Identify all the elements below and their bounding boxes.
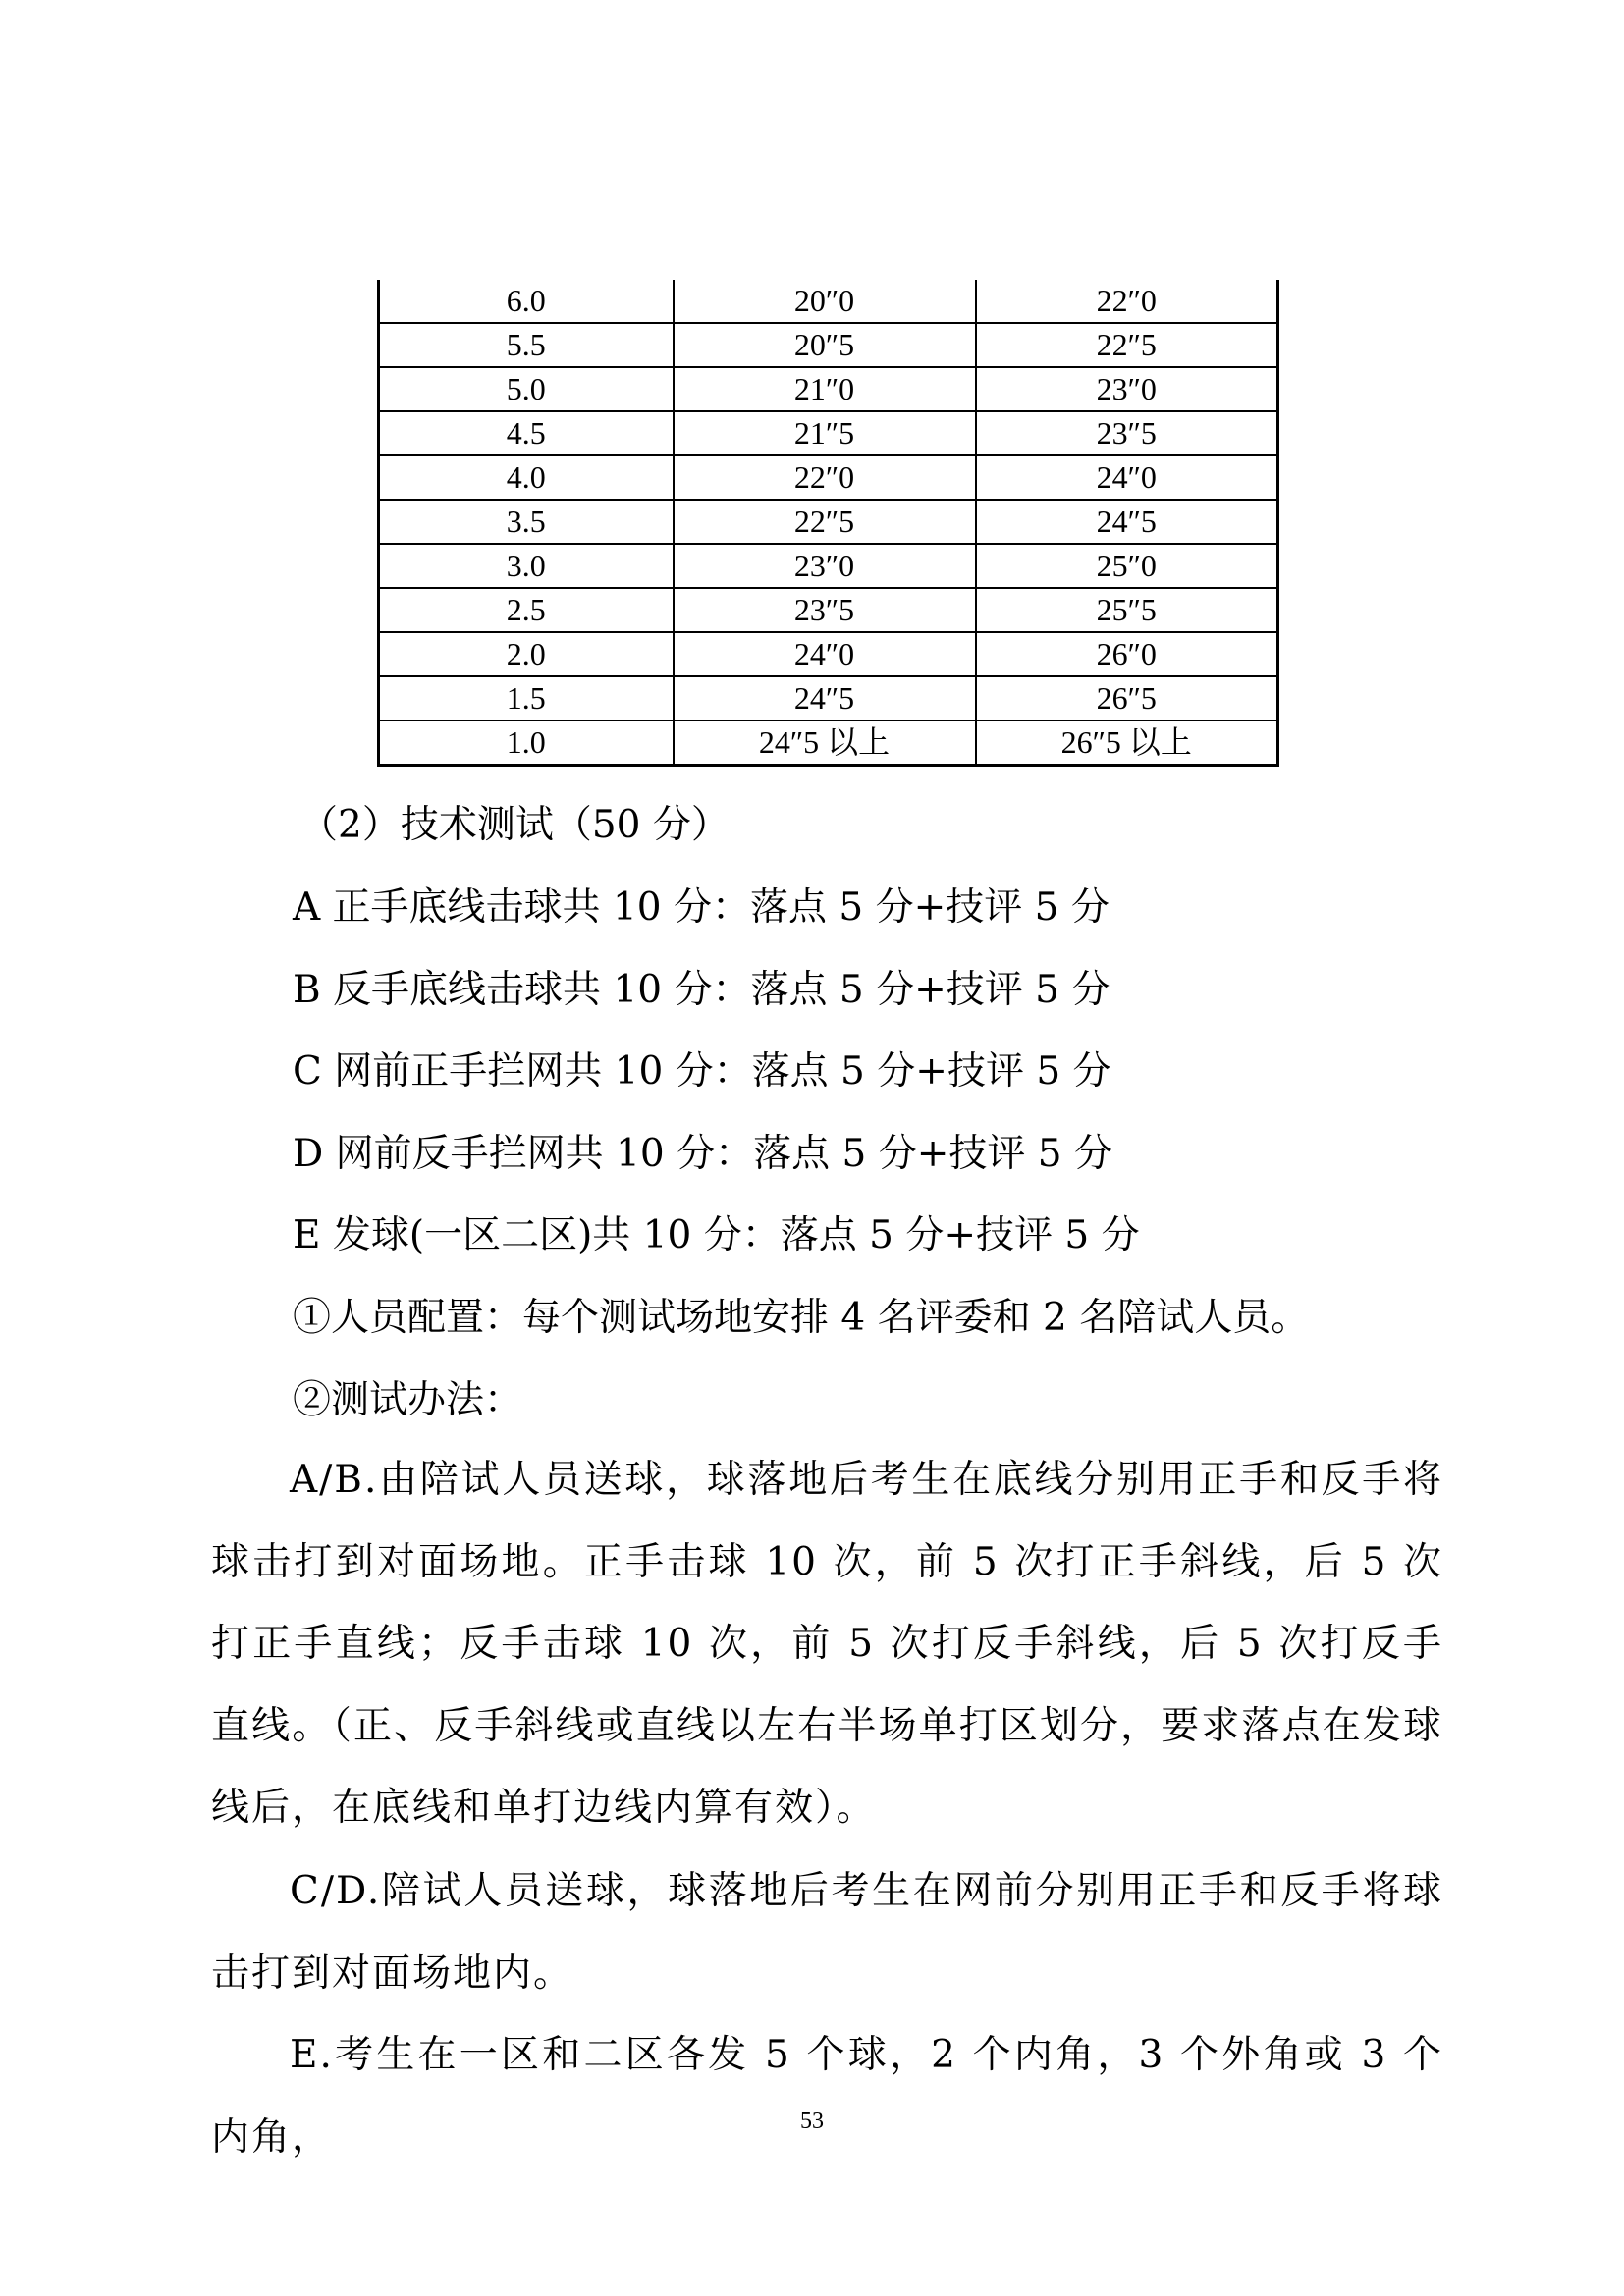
score-table [377,280,1279,767]
item-backhand-baseline: B 反手底线击球共 10 分：落点 5 分+技评 5 分 [293,968,1110,1012]
table-row [379,676,1278,721]
table-cell: 5.0 [379,367,674,411]
table-cell: 1.0 [379,721,674,766]
table-cell: 25″5 [976,588,1278,632]
table-cell: 4.0 [379,455,674,500]
table-row [379,544,1278,588]
table-cell: 24″0 [674,632,976,676]
item-serve: E 发球(一区二区)共 10 分：落点 5 分+技评 5 分 [293,1213,1140,1257]
table-row [379,455,1278,500]
table-cell: 3.0 [379,544,674,588]
paragraph-e: E.考生在一区和二区各发 5 个球，2 个内角，3 个外角或 3 个内角， [211,2033,1443,2160]
table-row [379,367,1278,411]
table-row [379,588,1278,632]
table-cell: 22″5 [674,500,976,544]
table-cell: 20″5 [674,323,976,367]
staffing-text: ①人员配置：每个测试场地安排 4 名评委和 2 名陪试人员。 [293,1296,1310,1340]
table-cell: 6.0 [379,280,674,323]
table-cell: 22″0 [976,280,1278,323]
paragraph-cd: C/D.陪试人员送球，球落地后考生在网前分别用正手和反手将球击打到对面场地内。 [211,1869,1443,1996]
paragraph-ab: A/B.由陪试人员送球，球落地后考生在底线分别用正手和反手将球击打到对面场地。正手击球 10 次，前 5 次打正手斜线，后 5 次打正手直线；反手击球 10 次，前 5 次打反手斜线，后 5 次打反手直线。（正、反手斜线或直线以左右半场单打区划分，要求落点在发球线后，在底线和单打边线内算有效）。 [211,1458,1443,1830]
table-cell: 5.5 [379,323,674,367]
table-cell: 22″5 [976,323,1278,367]
table-cell: 2.0 [379,632,674,676]
table-cell: 21″5 [674,411,976,455]
table-cell: 2.5 [379,588,674,632]
table-cell: 25″0 [976,544,1278,588]
table-cell: 3.5 [379,500,674,544]
table-cell: 22″0 [674,455,976,500]
item-backhand-net: D 网前反手拦网共 10 分：落点 5 分+技评 5 分 [293,1132,1112,1176]
item-forehand-net: C 网前正手拦网共 10 分：落点 5 分+技评 5 分 [293,1049,1111,1094]
table-row [379,632,1278,676]
item-forehand-baseline: A 正手底线击球共 10 分：落点 5 分+技评 5 分 [293,885,1110,930]
table-row [379,323,1278,367]
table-cell: 23″0 [674,544,976,588]
table-cell: 24″0 [976,455,1278,500]
table-cell: 21″0 [674,367,976,411]
table-row [379,500,1278,544]
table-cell: 20″0 [674,280,976,323]
table-cell: 23″5 [976,411,1278,455]
section-heading-technique: （2）技术测试（50 分） [299,803,730,847]
method-heading: ②测试办法： [293,1378,523,1422]
score-table-body [379,280,1278,766]
table-cell: 24″5 以上 [674,721,976,766]
table-row [379,721,1278,766]
table-row [379,411,1278,455]
table-cell: 4.5 [379,411,674,455]
table-row [379,280,1278,323]
table-cell: 23″5 [674,588,976,632]
table-cell: 1.5 [379,676,674,721]
table-cell: 26″0 [976,632,1278,676]
table-cell: 24″5 [674,676,976,721]
table-cell: 24″5 [976,500,1278,544]
table-cell: 26″5 以上 [1060,724,1192,760]
table-cell: 26″5 [976,676,1278,721]
page-number: 53 [800,2109,824,2134]
table-cell: 23″0 [976,367,1278,411]
